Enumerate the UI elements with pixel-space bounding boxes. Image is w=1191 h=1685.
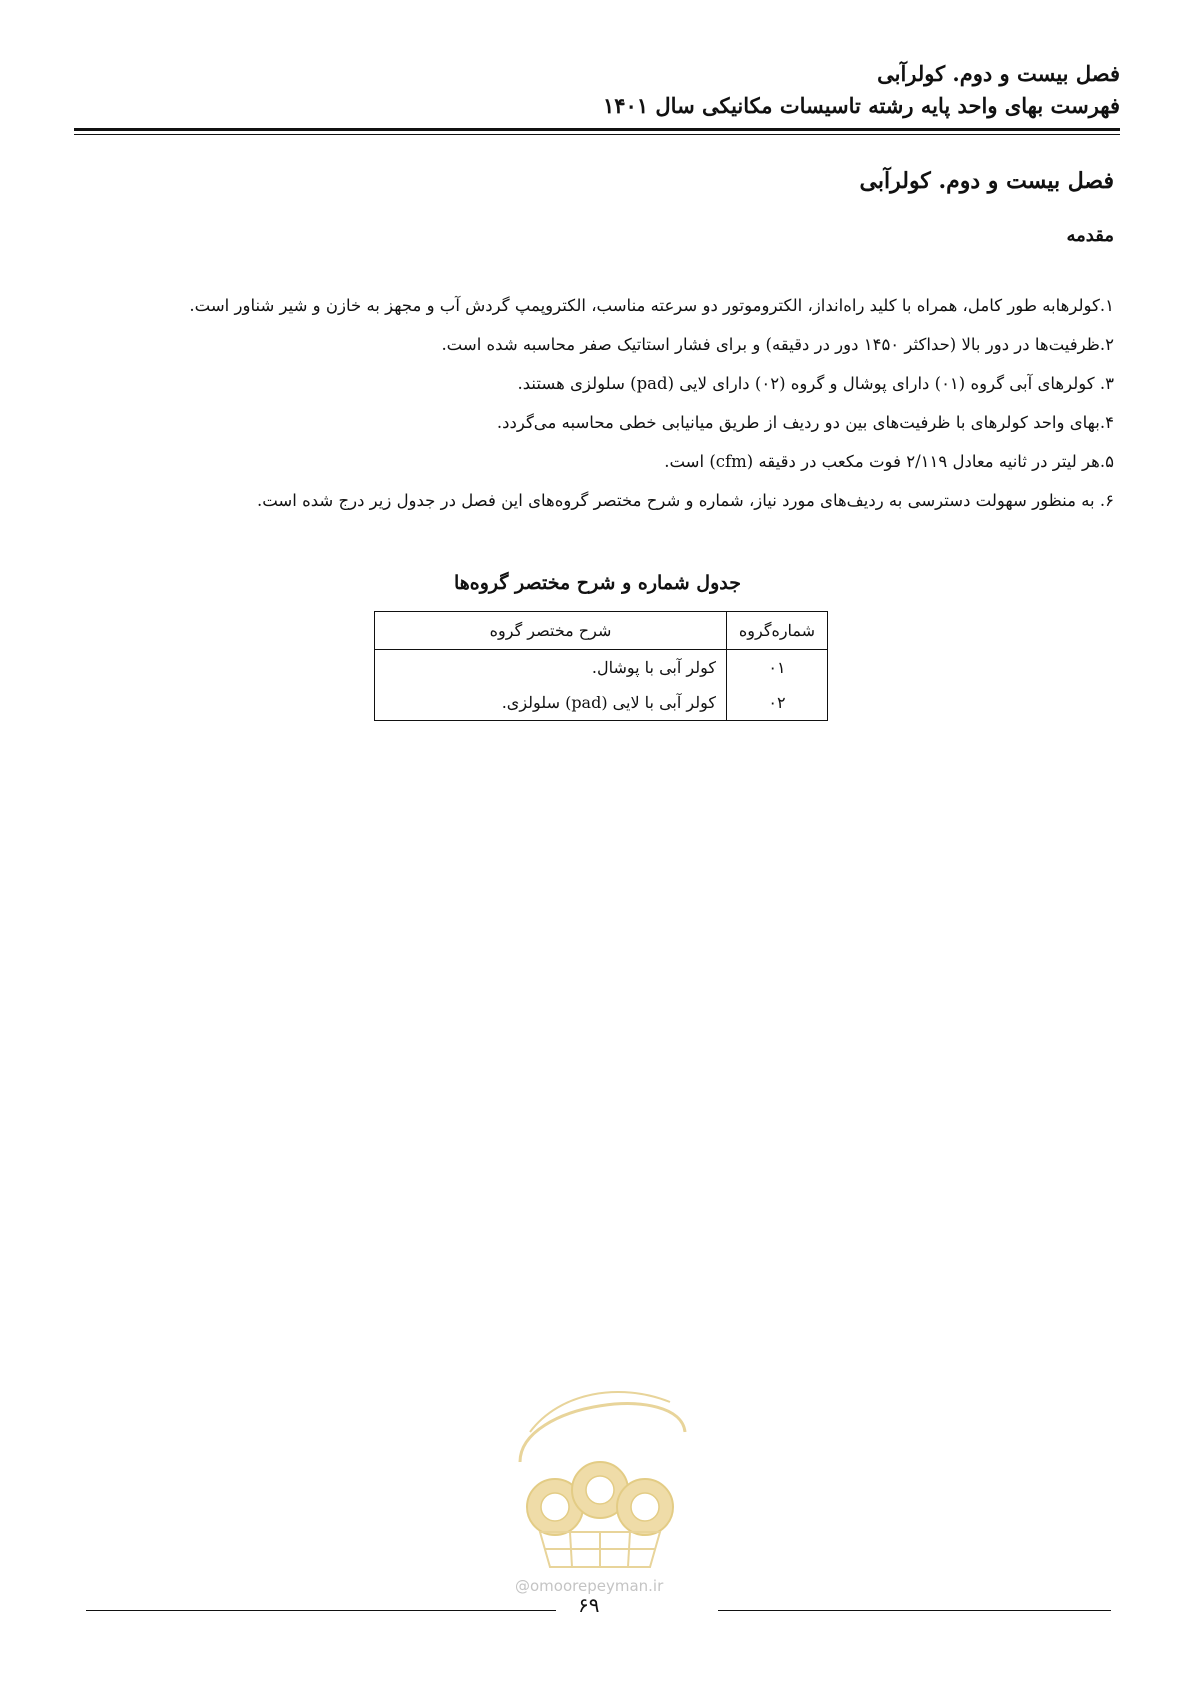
note-item: ۵.هر لیتر در ثانیه معادل ۲/۱۱۹ فوت مکعب در دقیقه (cfm) است. — [664, 452, 1114, 471]
note-item: ۱.کولرهابه طور کامل، همراه با کلید راه‌انداز، الکتروموتور دو سرعته مناسب، الکتروپمپ گردش آب و مجهز به خازن و شیر شناور است. — [189, 296, 1114, 315]
table-row — [375, 685, 828, 721]
notes-list — [100, 286, 1114, 520]
group-number-cell: ۰۱ — [727, 650, 828, 686]
header-chapter-title: فصل بیست و دوم. کولرآبی — [877, 61, 1120, 86]
footer-divider-right — [718, 1610, 1111, 1611]
section-title: فصل بیست و دوم. کولرآبی — [859, 168, 1114, 194]
group-description-cell: کولر آبی با پوشال. — [375, 650, 727, 686]
header-number: شماره‌گروه — [727, 612, 828, 650]
header-divider — [74, 128, 1120, 131]
page-header — [71, 58, 1120, 122]
group-table — [374, 611, 828, 721]
group-description-cell: کولر آبی با لایی (pad) سلولزی. — [375, 685, 727, 721]
note-item: ۳. کولرهای آبی گروه (۰۱) دارای پوشال و گروه (۰۲) دارای لایی (pad) سلولزی هستند. — [517, 374, 1114, 393]
note-item: ۶. به منظور سهولت دسترسی به ردیف‌های مورد نیاز، شماره و شرح مختصر گروه‌های این فصل در جدول زیر درج شده است. — [256, 491, 1114, 510]
note-item: ۲.ظرفیت‌ها در دور بالا (حداکثر ۱۴۵۰ دور در دقیقه) و برای فشار استاتیک صفر محاسبه شده است. — [441, 335, 1114, 354]
header-divider-thin — [74, 134, 1120, 135]
intro-label: مقدمه — [1066, 225, 1114, 246]
header-description: شرح مختصر گروه — [375, 612, 727, 650]
group-number-cell: ۰۲ — [727, 685, 828, 721]
footer-divider-left — [86, 1610, 556, 1611]
table-row — [375, 650, 828, 686]
watermark-logo — [500, 1372, 700, 1572]
header-document-title: فهرست بهای واحد پایه رشته تاسیسات مکانیکی سال ۱۴۰۱ — [602, 93, 1120, 118]
watermark-url: @omoorepeyman.ir — [515, 1577, 664, 1595]
table-header-row — [375, 612, 828, 650]
page-number: ۶۹ — [578, 1593, 600, 1617]
table-caption: جدول شماره و شرح مختصر گروه‌ها — [453, 572, 742, 594]
note-item: ۴.بهای واحد کولرهای با ظرفیت‌های بین دو ردیف از طریق میانیابی خطی محاسبه می‌گردد. — [496, 413, 1114, 432]
